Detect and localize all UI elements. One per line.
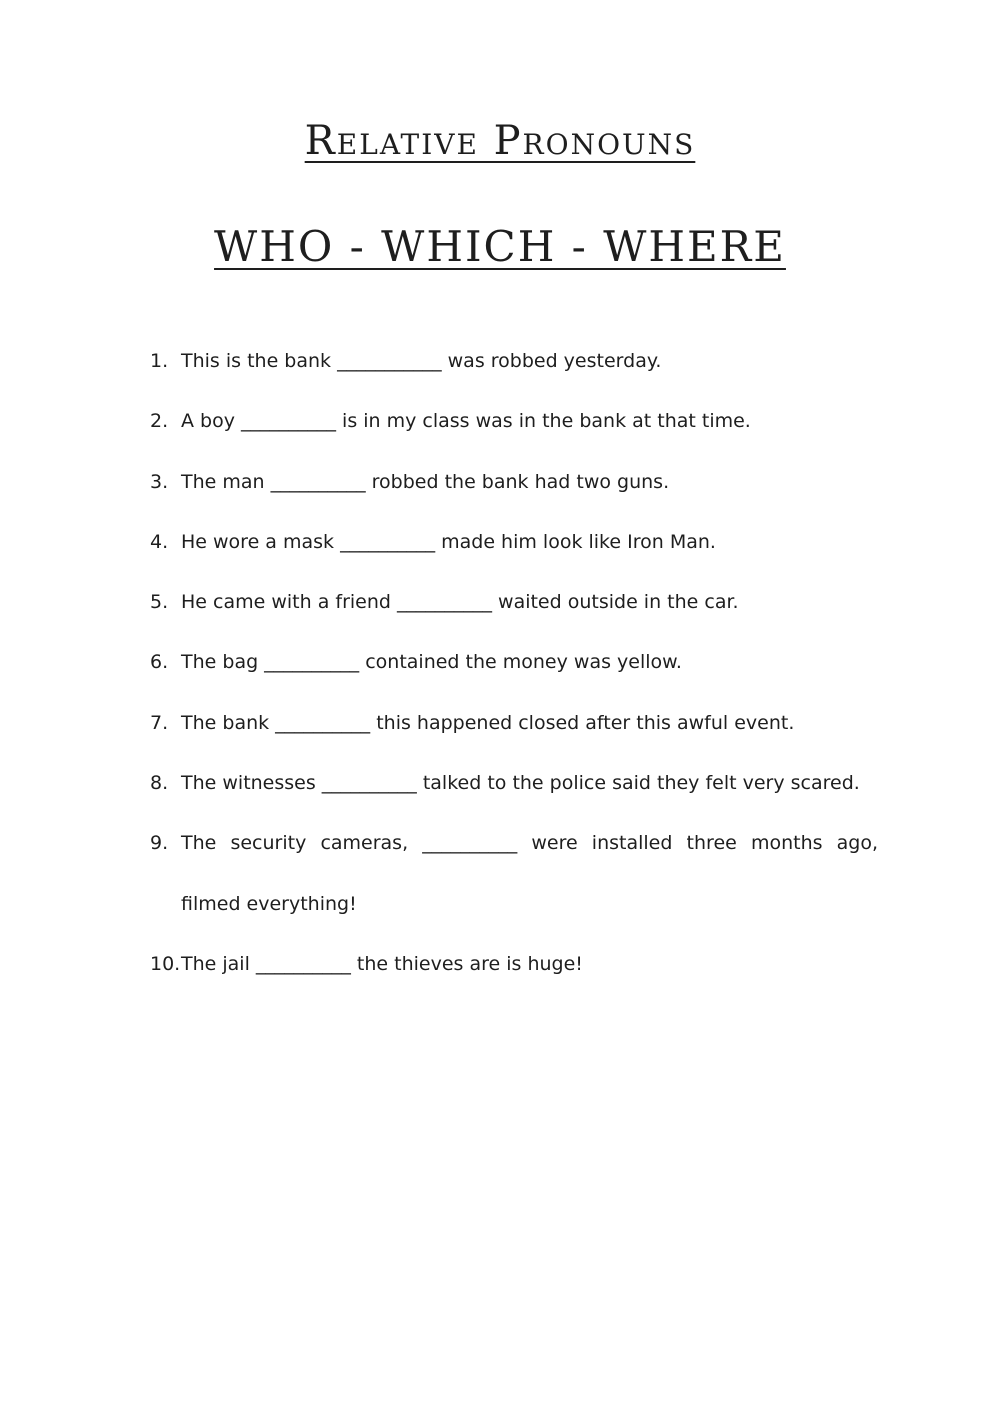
item-number: 3.	[150, 470, 169, 493]
exercise-item	[150, 934, 878, 994]
item-number: 9.	[150, 832, 169, 855]
item-number: 6.	[150, 651, 169, 674]
item-number: 2.	[150, 410, 169, 433]
item-sentence: The man __________ robbed the bank had two guns.	[181, 470, 670, 493]
item-sentence: The bank __________ this happened closed after this awful event.	[181, 711, 795, 734]
worksheet-title: Relative Pronouns	[304, 118, 696, 164]
item-sentence: A boy __________ is in my class was in the bank at that time.	[181, 410, 751, 433]
exercise-item	[150, 693, 878, 753]
exercise-item	[150, 391, 878, 451]
exercise-item	[150, 813, 878, 934]
exercise-item	[150, 452, 878, 512]
item-number: 4.	[150, 530, 169, 553]
exercise-item	[150, 632, 878, 692]
worksheet-subtitle: WHO - WHICH - WHERE	[214, 222, 786, 271]
item-sentence: The bag __________ contained the money was yellow.	[181, 651, 682, 674]
exercise-list	[150, 331, 878, 994]
item-number: 7.	[150, 711, 169, 734]
item-sentence: The witnesses __________ talked to the police said they felt very scared.	[181, 772, 860, 795]
item-sentence: The jail __________ the thieves are is huge!	[181, 952, 583, 975]
item-sentence: He wore a mask __________ made him look like Iron Man.	[181, 530, 716, 553]
item-number: 1.	[150, 350, 169, 372]
item-sentence: The security cameras, __________ were installed three months ago, filmed everything!	[181, 832, 878, 915]
exercise-item	[150, 572, 878, 632]
exercise-item	[150, 753, 878, 813]
item-number: 8.	[150, 772, 169, 795]
item-number: 5.	[150, 591, 169, 614]
exercise-item	[150, 331, 878, 391]
exercise-item	[150, 512, 878, 572]
item-number: 10.	[150, 952, 181, 975]
item-sentence: He came with a friend __________ waited outside in the car.	[181, 591, 739, 614]
item-sentence: This is the bank ___________ was robbed yesterday.	[181, 350, 662, 372]
